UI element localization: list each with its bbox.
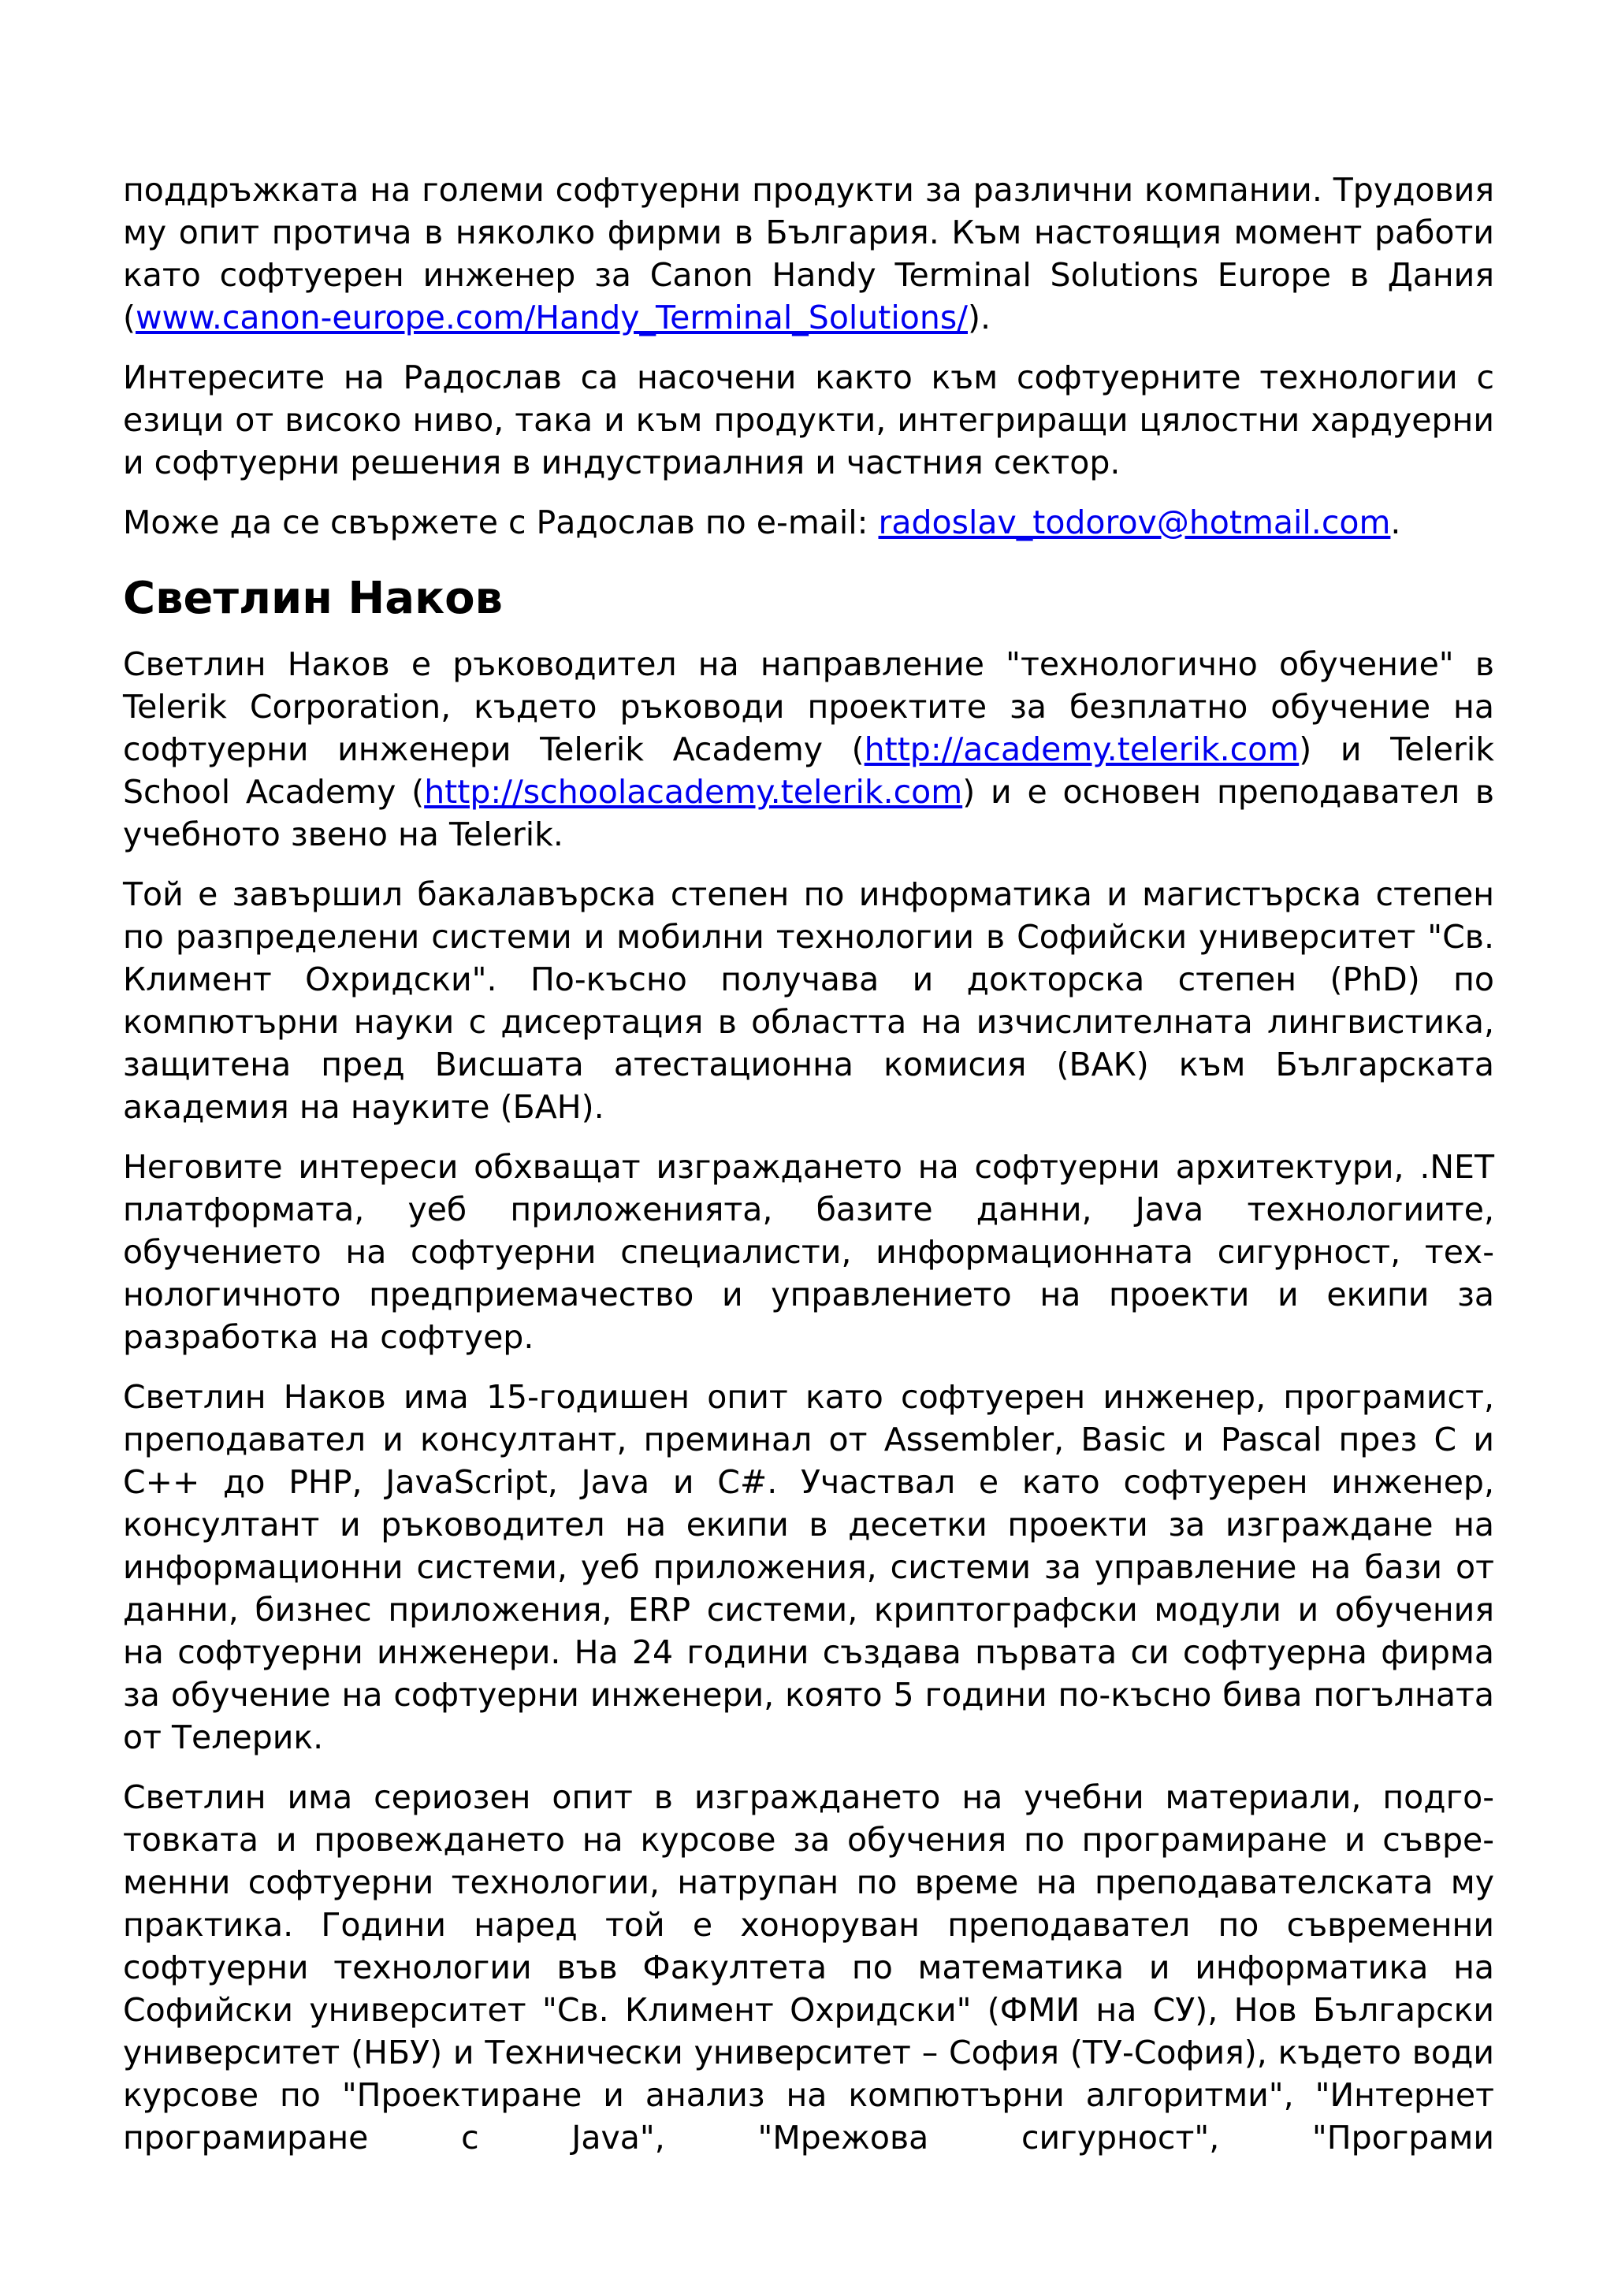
paragraph-contact — [123, 501, 1494, 544]
paragraph-teaching: Светлин има сериозен опит в изграждането на учебни материали, подготовката и провеждането на курсове за обучения по програмиране и съвременни софтуерни технологии, натрупан по време на преподавателската му практика. Години наред той е хоноруван преподавател по съвременни софтуерни технологии във Факултета по математика и информатика на Софийски университет "Св. Климент Охридски" (ФМИ на СУ), Нов Български университет (НБУ) и Технически университет – София (ТУ-София), където води курсове по "Проектиране и анализ на компютърни алгоритми", "Интернет програмиране с Java", "Мрежова сигурност", "Програми — [123, 1778, 1494, 2157]
paragraph-text: ) и Telerik School Academy ( — [123, 730, 1495, 811]
paragraph-role — [123, 643, 1494, 856]
paragraph-text: Може да се свържете с Радослав по e-mail: — [123, 503, 879, 541]
document-page — [123, 169, 1494, 2176]
paragraph-text: ). — [968, 299, 991, 336]
academy-link[interactable]: http://academy.telerik.com — [864, 730, 1300, 768]
paragraph-experience: Светлин Наков има 15-годишен опит като софтуерен инженер, програмист, преподавател и консултант, преминал от Assembler, Basic и Pascal през C и C++ до PHP, JavaScript, Java и C#. Участвал е като софтуерен инженер, консултант и ръководител на екипи в десетки проекти за изграждане на информационни системи, уеб приложения, системи за управление на бази от данни, бизнес приложения, ERP системи, криптографски модули и обучения на софтуерни инженери. На 24 години създава първата си софтуерна фирма за обучение на софтуерни инженери, която 5 години по-късно бива погълната от Телерик. — [123, 1378, 1494, 1756]
paragraph-text: ) и е основен преподавател в учебното звено на Telerik. — [123, 773, 1494, 853]
school-academy-link[interactable]: http://schoolacademy.telerik.com — [424, 773, 963, 811]
paragraph-text: Светлин Наков е ръководител на направление "технологично обучение" в Telerik Corporation, където ръководи проектите за безплатно обучение на софтуерни инженери Telerik Academy ( — [123, 645, 1494, 768]
paragraph-text: . — [1390, 503, 1401, 541]
paragraph-work-experience — [123, 169, 1494, 339]
paragraph-education: Той е завършил бакалавърска степен по информатика и магистърска степен по разпределени системи и мобилни технологии в Софийски университет "Св. Климент Охридски". По-късно получава и докторска степен (PhD) по компютърни науки с дисертация в областта на изчислителната лингвистика, защитена пред Висшата атестационна комисия (ВАК) към Българската академия на науките (БАН). — [123, 875, 1494, 1126]
email-link[interactable]: radoslav_todorov@hotmail.com — [878, 503, 1391, 541]
section-heading: Светлин Наков — [123, 573, 503, 624]
paragraph-interests-nakov: Неговите интереси обхващат изграждането на софтуерни архитектури, .NET платформата, уеб приложенията, базите данни, Java технологиите, обучението на софтуерни специалисти, информационната сигурност, технологичното предприемачество и управлението на проекти и екипи за разработка на софтуер. — [123, 1148, 1494, 1356]
paragraph-text: поддръжката на големи софтуерни продукти за различни компании. Трудовия му опит протича в няколко фирми в България. Към настоящия момент работи като софтуерен инженер за Canon Handy Terminal Solutions Europe в Дания ( — [123, 171, 1494, 336]
canon-link[interactable]: www.canon-europe.com/Handy_Terminal_Solutions/ — [136, 299, 968, 336]
paragraph-interests: Интересите на Радослав са насочени както към софтуерните технологии с езици от високо ниво, така и към продукти, интегриращи цялостни хардуерни и софтуерни решения в индустриалния и частния сектор. — [123, 359, 1494, 481]
